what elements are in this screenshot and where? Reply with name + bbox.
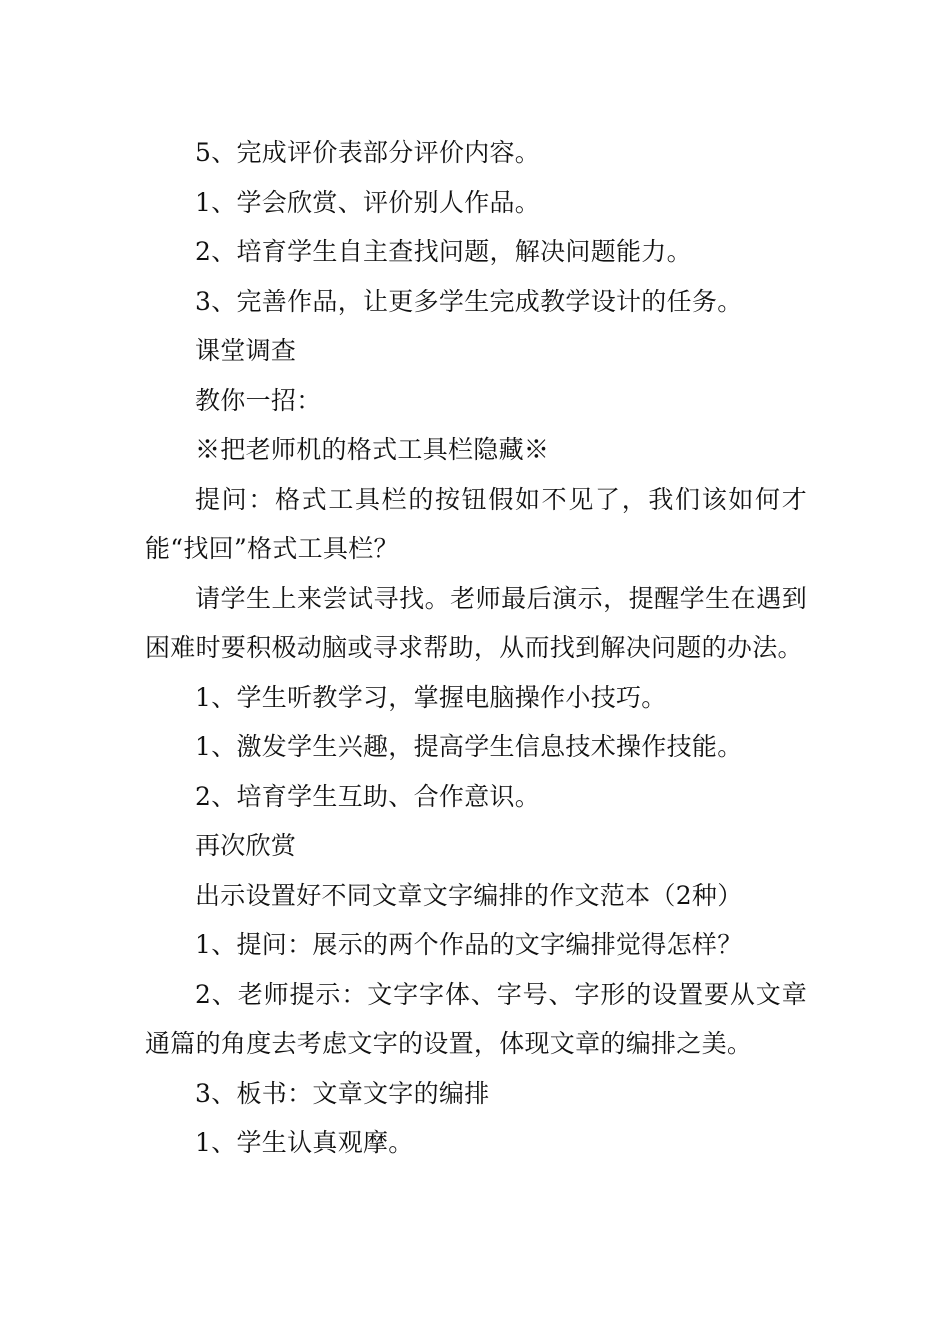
paragraph-12: 2、培育学生互助、合作意识。 <box>195 781 541 811</box>
paragraph-17: 3、板书：文章文字的编排 <box>195 1078 490 1108</box>
paragraph-18: 1、学生认真观摩。 <box>195 1128 414 1157</box>
document-body <box>145 128 807 1168</box>
paragraph-question: 提问：格式工具栏的按钮假如不见了，我们该如何才能“找回”格式工具栏？ <box>145 484 807 563</box>
paragraph-hide-toolbar: ※把老师机的格式工具栏隐藏※ <box>195 435 550 464</box>
paragraph-1: 5、完成评价表部分评价内容。 <box>195 138 541 167</box>
paragraph-11: 1、激发学生兴趣，提高学生信息技术操作技能。 <box>195 732 743 761</box>
paragraph-tip: 教你一招： <box>195 385 322 415</box>
section-heading-appreciate-again: 再次欣赏 <box>195 831 297 860</box>
paragraph-14: 出示设置好不同文章文字编排的作文范本（2种） <box>195 880 743 910</box>
paragraph-10: 1、学生听教学习，掌握电脑操作小技巧。 <box>195 682 667 712</box>
paragraph-2: 1、学会欣赏、评价别人作品。 <box>195 187 541 217</box>
paragraph-15: 1、提问：展示的两个作品的文字编排觉得怎样？ <box>195 930 743 959</box>
paragraph-3: 2、培育学生自主查找问题，解决问题能力。 <box>195 237 692 266</box>
paragraph-4: 3、完善作品，让更多学生完成教学设计的任务。 <box>195 286 743 316</box>
paragraph-demonstration: 请学生上来尝试寻找。老师最后演示，提醒学生在遇到困难时要积极动脑或寻求帮助，从而找到解决问题的办法。 <box>145 583 807 662</box>
paragraph-teacher-hint: 2、老师提示：文字字体、字号、字形的设置要从文章通篇的角度去考虑文字的设置，体现文章的编排之美。 <box>145 979 807 1058</box>
section-heading-classroom-survey: 课堂调查 <box>195 336 297 365</box>
